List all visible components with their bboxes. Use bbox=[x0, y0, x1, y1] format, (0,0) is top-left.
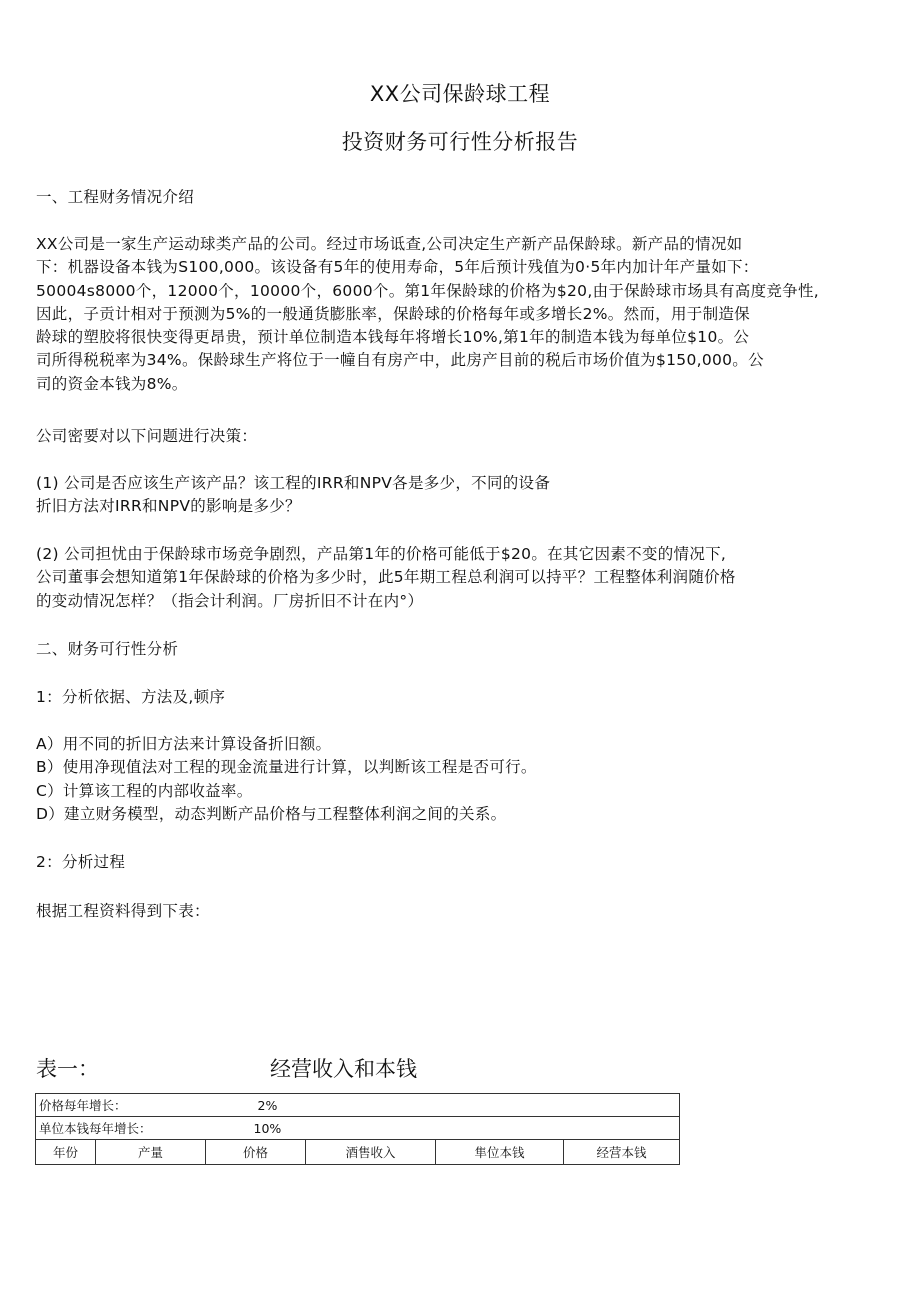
report-title-line1: XX公司保龄球工程 bbox=[369, 82, 551, 106]
question-2 bbox=[36, 543, 866, 613]
method-item: C）计算该工程的内部收益率。 bbox=[36, 781, 253, 800]
question-1-line: (1) 公司是否应该生产该产品？该工程的IRR和NPV各是多少，不同的设备 bbox=[36, 474, 551, 492]
question-2-line: (2) 公司担忧由于保龄球市场竞争剧烈，产品第1年的价格可能低于$20。在其它因素不变的情况下, bbox=[36, 545, 727, 563]
method-item: B）使用净现值法对工程的现金流量进行计算，以判断该工程是否可行。 bbox=[36, 758, 537, 777]
empty-cell bbox=[564, 1117, 680, 1140]
price-growth-value: 2% bbox=[206, 1094, 564, 1117]
table-intro: 根据工程资料得到下表： bbox=[36, 902, 210, 920]
price-growth-row bbox=[36, 1094, 680, 1117]
table1-label: 表一： bbox=[36, 1057, 99, 1081]
analysis-basis-heading: 1：分析依据、方法及,顿序 bbox=[36, 688, 226, 706]
column-header: 产量 bbox=[96, 1140, 206, 1165]
intro-line: XX公司是一家生产运动球类产品的公司。经过市场诋查,公司决定生产新产品保龄球。新产品的情况如 bbox=[36, 235, 743, 253]
intro-line: 司的资金本钱为8%。 bbox=[36, 374, 188, 393]
intro-line: 因此，子贡计相对于预测为5%的一般通货膨胀率，保龄球的价格每年或多增长2%。然而，用于制造保 bbox=[36, 304, 750, 323]
cost-growth-row bbox=[36, 1117, 680, 1140]
column-header: 酒售收入 bbox=[306, 1140, 436, 1165]
table1-title: 经营收入和本钱 bbox=[270, 1057, 417, 1081]
cost-growth-value: 10% bbox=[206, 1117, 564, 1140]
operating-income-table bbox=[35, 1093, 680, 1165]
intro-line: 龄球的塑胶将很快变得更昂贵，预计单位制造本钱每年将增长10%,第1年的制造本钱为每单位$10。公 bbox=[36, 328, 750, 347]
section1-heading: 一、工程财务情况介绍 bbox=[36, 188, 195, 206]
column-header: 价格 bbox=[206, 1140, 306, 1165]
question-2-line: 的变动情况怎样？（指会计利润。厂房折旧不计在内°） bbox=[36, 591, 424, 610]
cost-growth-label: 单位本钱每年增长： bbox=[36, 1117, 206, 1140]
section2-heading: 二、财务可行性分析 bbox=[36, 640, 179, 658]
method-item: A）用不同的折旧方法来计算设备折旧额。 bbox=[36, 735, 332, 753]
intro-paragraph bbox=[36, 233, 866, 396]
column-header: 年份 bbox=[36, 1140, 96, 1165]
intro-line: 司所得税税率为34%。保龄球生产将位于一幢自有房产中，此房产目前的税后市场价值为$150,000。公 bbox=[36, 351, 764, 370]
price-growth-label: 价格每年增长： bbox=[36, 1094, 206, 1117]
column-header: 经营本钱 bbox=[564, 1140, 680, 1165]
methods-list bbox=[36, 733, 866, 826]
column-header: 隼位本钱 bbox=[436, 1140, 564, 1165]
table-header-row bbox=[36, 1140, 680, 1165]
intro-line: 下：机器设备本钱为S100,000。该设备有5年的使用寿命，5年后预计残值为0·5年内加计年产量如下： bbox=[36, 258, 759, 277]
empty-cell bbox=[564, 1094, 680, 1117]
method-item: D）建立财务模型，动态判断产品价格与工程整体利润之间的关系。 bbox=[36, 804, 507, 823]
intro-line: 50004s8000个，12000个，10000个，6000个。第1年保龄球的价格为$20,由于保龄球市场具有高度竞争性, bbox=[36, 281, 819, 300]
question-2-line: 公司董事会想知道第1年保龄球的价格为多少时，此5年期工程总利润可以持平？工程整体利润随价格 bbox=[36, 568, 736, 587]
decision-intro: 公司密要对以下问题进行决策： bbox=[36, 427, 258, 445]
question-1-line: 折旧方法对IRR和NPV的影响是多少？ bbox=[36, 497, 301, 516]
question-1 bbox=[36, 472, 866, 519]
report-title-line2: 投资财务可行性分析报告 bbox=[341, 130, 579, 154]
analysis-process-heading: 2：分析过程 bbox=[36, 853, 126, 871]
